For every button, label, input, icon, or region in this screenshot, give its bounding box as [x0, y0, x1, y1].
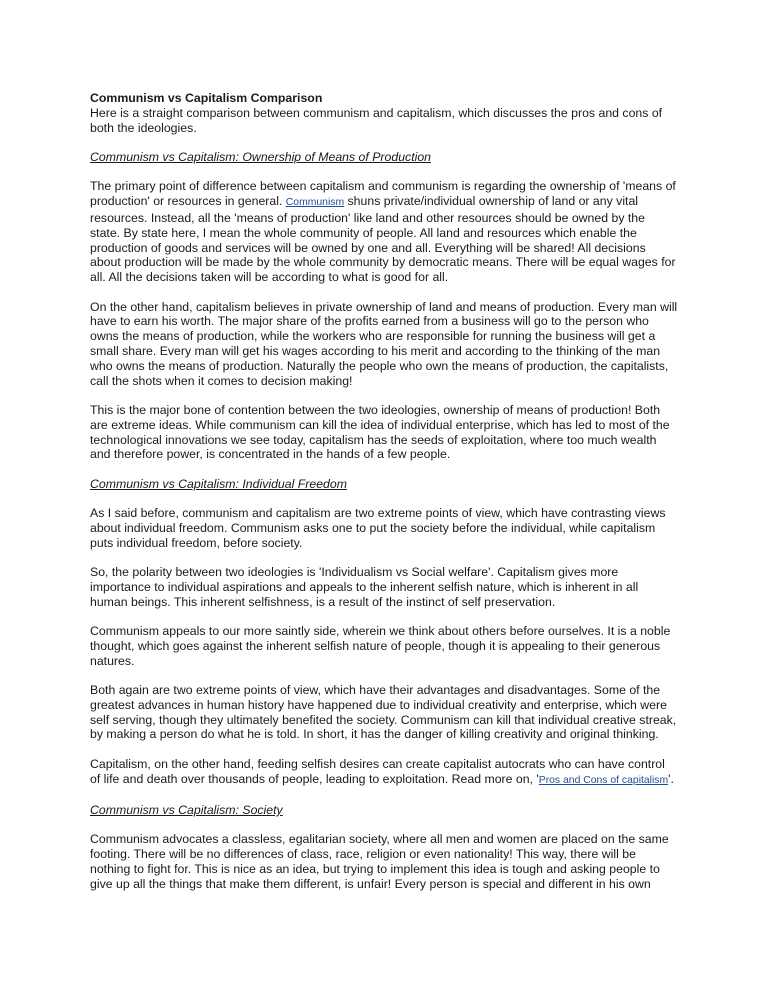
- ownership-p1-text-b: shuns private/individual ownership of land or any vital resources. Instead, all the 'means of production' like land and other resources should be owned by the state. By state here, I mean the whole community of people. All land and resources which enable the production of goods and services will be owned by one and all. Everything will be shared! All decisions about production will be made by the whole community by democratic means. There will be equal wages for all. All the decisions taken will be according to what is good for all.: [90, 194, 676, 285]
- document-title: Communism vs Capitalism Comparison: [90, 91, 323, 105]
- freedom-paragraph-1: As I said before, communism and capitalism are two extreme points of view, which have contrasting views about individual freedom. Communism asks one to put the society before the individual, while capitalism puts individual freedom, before society.: [90, 506, 666, 550]
- section-heading-freedom: Communism vs Capitalism: Individual Freedom: [90, 476, 347, 491]
- document-page: [90, 91, 678, 906]
- communism-link[interactable]: Communism: [285, 197, 345, 209]
- freedom-paragraph-4: Both again are two extreme points of view, which have their advantages and disadvantages. Some of the greatest advances in human history have happened due to individual creativity and enterprise, which were self serving, though they ultimately benefited the society. Communism can kill that individual creative streak, by making a person do what he is told. In short, it has the danger of killing creativity and original thinking.: [90, 683, 677, 742]
- section-heading-society: Communism vs Capitalism: Society: [90, 803, 283, 818]
- freedom-p5-text-a: Capitalism, on the other hand, feeding selfish desires can create capitalist autocrats who can have control of life and death over thousands of people, leading to exploitation. Read more on, ': [90, 756, 665, 786]
- freedom-p5-text-b: '.: [668, 771, 674, 786]
- pros-cons-capitalism-link[interactable]: Pros and Cons of capitalism: [538, 774, 669, 786]
- ownership-paragraph-1: [90, 179, 678, 285]
- freedom-paragraph-2: So, the polarity between two ideologies is 'Individualism vs Social welfare'. Capitalism gives more importance to individual aspirations and appeals to the inherent selfish nature, which is inherent in all human beings. This inherent selfishness, is a result of the instinct of self preservation.: [90, 565, 639, 609]
- intro-paragraph: Here is a straight comparison between communism and capitalism, which discusses the pros and cons of both the ideologies.: [90, 105, 663, 135]
- society-paragraph-1: Communism advocates a classless, egalitarian society, where all men and women are placed on the same footing. There will be no differences of class, race, religion or even nationality! This way, there will be nothing to fight for. This is nice as an idea, but trying to implement this idea is tough and asking people to give up all the things that make them different, is unfair! Every person is special and different in his own: [90, 832, 669, 891]
- ownership-p1-text-a: The primary point of difference between capitalism and communism is regarding the ownership of 'means of production' or resources in general.: [90, 179, 676, 209]
- ownership-paragraph-2: On the other hand, capitalism believes in private ownership of land and means of production. Every man will have to earn his worth. The major share of the profits earned from a business will go to the person who owns the means of production, while the workers who are responsible for running the business will get a small share. Every man will get his wages according to his merit and according to the thinking of the man who owns the means of production. Naturally the people who own the means of production, the capitalists, call the shots when it comes to decision making!: [90, 299, 678, 388]
- freedom-paragraph-5: [90, 757, 678, 789]
- section-heading-ownership: Communism vs Capitalism: Ownership of Means of Production: [90, 149, 432, 164]
- freedom-paragraph-3: Communism appeals to our more saintly side, wherein we think about others before ourselves. It is a noble thought, which goes against the inherent selfish nature of people, though it is appealing to their generous natures.: [90, 624, 671, 668]
- ownership-paragraph-3: This is the major bone of contention between the two ideologies, ownership of means of production! Both are extreme ideas. While communism can kill the idea of individual enterprise, which has led to most of the technological innovations we see today, capitalism has the seeds of exploitation, where too much wealth and therefore power, is concentrated in the hands of a few people.: [90, 402, 670, 462]
